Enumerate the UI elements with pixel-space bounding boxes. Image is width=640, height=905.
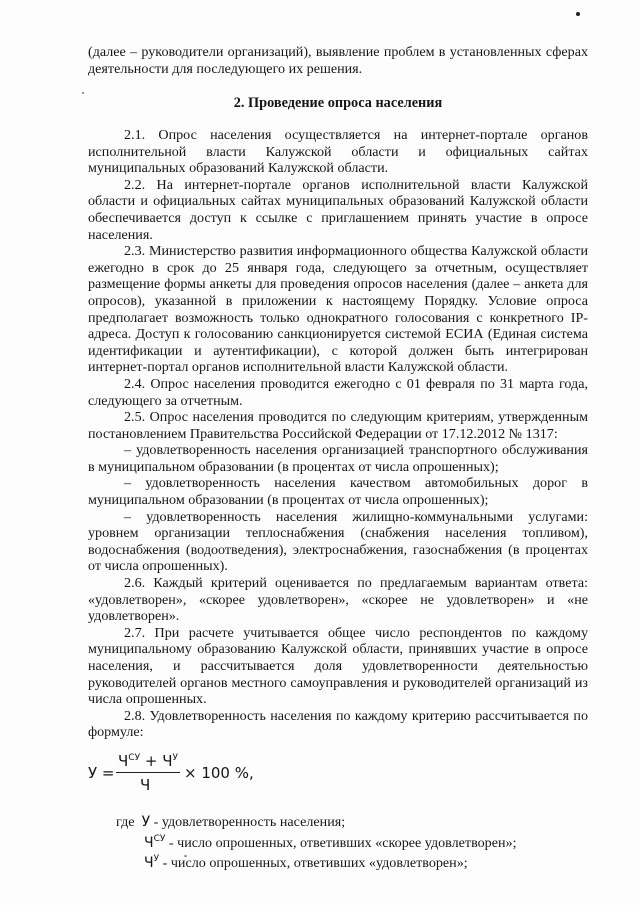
formula-num-b: Ч <box>162 752 173 770</box>
criterion-transport: – удовлетворенность населения организацией транспортного обслуживания в муниципальном образовании (в процентах от числа опрошенных); <box>88 442 588 475</box>
formula-denominator: Ч <box>140 776 151 794</box>
formula-num-a-sup: СУ <box>128 753 141 763</box>
criterion-utilities: – удовлетворенность населения жилищно-коммунальными услугами: уровнем организации теплоснабжения (снабжения населения топливом), водоснабжения (водоотведения), электроснабжения, газоснабжения (в процентах от числа опрошенных). <box>88 508 588 575</box>
formula-num-a: Ч <box>118 752 129 770</box>
formula-legend <box>116 814 517 872</box>
legend-symbol: Ч <box>144 855 154 872</box>
legend-where: где <box>116 814 135 830</box>
paragraph-2-4: 2.4. Опрос населения проводится ежегодно с 01 февраля по 31 марта года, следующего за отчетным. <box>88 375 588 409</box>
legend-text: - число опрошенных, ответивших «скорее удовлетворен»; <box>165 834 517 851</box>
legend-text: - число опрошенных, ответивших «удовлетворен»; <box>159 855 468 872</box>
continuation-text <box>88 44 588 77</box>
satisfaction-formula <box>88 752 388 802</box>
paragraph-2-8: 2.8. Удовлетворенность населения по каждому критерию рассчитывается по формуле: <box>88 707 588 741</box>
paragraph-2-7: 2.7. При расчете учитывается общее число респондентов по каждому муниципальному образованию Калужской области, принявших участие в опросе населения, и рассчитывается доля удовлетворенности деятельностью руководителей органов местного самоуправления и руководителей организаций из числа опрошенных. <box>88 624 588 708</box>
paragraph-2-1: 2.1. Опрос населения осуществляется на интернет-портале органов исполнительной власти Калужской области и официальных сайтах муниципальных образований Калужской области. <box>88 127 588 177</box>
formula-numerator <box>118 752 178 770</box>
formula-plus: + <box>140 752 163 770</box>
legend-row-chsu <box>116 831 517 852</box>
section-title: 2. Проведение опроса населения <box>233 95 443 111</box>
section-body <box>88 127 588 741</box>
legend-row-chu <box>116 851 517 872</box>
paragraph-2-6: 2.6. Каждый критерий оценивается по предлагаемым вариантам ответа: «удовлетворен», «скорее удовлетворен», «скорее не удовлетворен» и «не удовлетворен». <box>88 575 588 625</box>
formula-num-b-sup: У <box>172 753 178 763</box>
fraction-bar <box>116 772 180 773</box>
legend-sup: У <box>153 854 160 865</box>
legend-symbol: У <box>141 814 151 830</box>
legend-text: - удовлетворенность населения; <box>150 814 346 830</box>
scan-speck <box>576 12 580 16</box>
paragraph-2-3: 2.3. Министерство развития информационного общества Калужской области ежегодно в срок до 25 января года, следующего за отчетным, осуществляет размещение формы анкеты для проведения опросов населения (далее – анкета для опросов), указанной в приложении к настоящему Порядку. Условие опроса предполагает возможность только однократного голосования с конкретного IP-адреса. Доступ к голосованию санкционируется системой ЕСИА (Единая система идентификации и аутентификации), с которой должен быть интегрирован интернет-портал органов исполнительной власти Калужской области. <box>88 243 588 376</box>
paragraph-2-5: 2.5. Опрос населения проводится по следующим критериям, утвержденным постановлением Правительства Российской Федерации от 17.12.2012 № 1317: <box>88 409 588 442</box>
legend-sup: СУ <box>153 833 166 844</box>
legend-symbol: Ч <box>144 834 154 851</box>
paragraph-2-2: 2.2. На интернет-портале органов исполнительной власти Калужской области и официальных сайтах муниципальных образований Калужской области обеспечивается доступ к ссылке с приглашением принять участие в опросе населения. <box>88 176 588 243</box>
formula-multiplier: × 100 %, <box>184 764 254 782</box>
top-paragraph: (далее – руководители организаций), выявление проблем в установленных сферах деятельности для последующего их решения. <box>88 44 588 77</box>
formula-lhs: У = <box>88 764 115 782</box>
scan-speck <box>82 92 84 94</box>
criterion-roads: – удовлетворенность населения качеством автомобильных дорог в муниципальном образовании (в процентах от числа опрошенных); <box>88 475 588 509</box>
legend-row-u <box>116 814 517 831</box>
